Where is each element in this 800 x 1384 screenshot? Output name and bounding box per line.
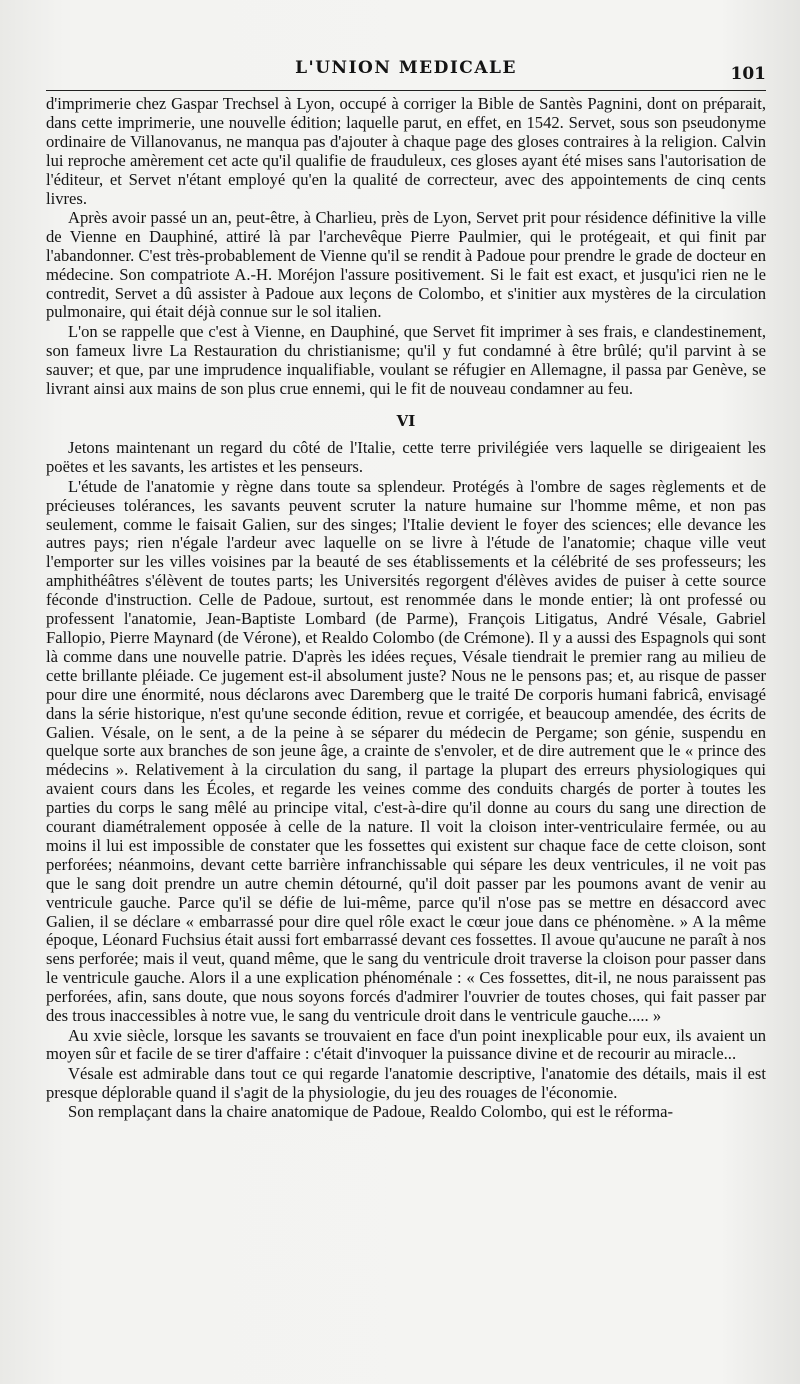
paragraph-5: L'étude de l'anatomie y règne dans toute sa splendeur. Protégés à l'ombre de sages règlements et de précieuses tolérances, les savants peuvent scruter la nature humaine sur l'homme même, et non pas seulement, comme le faisait Galien, sur des singes; l'Italie devient le foyer des sciences; elle devance les autres pays; rien n'égale l'ardeur avec laquelle on se livre à l'étude de l'anatomie; chaque ville veut l'emporter sur les villes voisines par la beauté de ses établissements et la célébrité de ses professeurs; les amphithéâtres s'élèvent de toutes parts; les Universités regorgent d'élèves avides de puiser à cette source féconde d'instruction. Celle de Padoue, surtout, est renommée dans le monde entier; là ont professé ou professent l'anatomie, Jean-Baptiste Lombard (de Parme), François Litigatus, André Vésale, Gabriel Fallopio, Pierre Maynard (de Vérone), et Realdo Colombo (de Crémone). Il y a aussi des Espagnols qui sont là comme dans une nouvelle patrie. D'après les idées reçues, Vésale tiendrait le premier rang au milieu de cette brillante pléiade. Ce jugement est-il absolument juste? Nous ne le pensons pas; et, au risque de passer pour dire une énormité, nous déclarons avec Daremberg que le traité De corporis humani fabricâ, envisagé dans la série historique, n'est qu'une seconde édition, revue et corrigée, et beaucoup amendée, des écrits de Galien. Vésale, on le sent, a de la peine à se séparer du médecin de Pergame; son génie, suspendu en quelque sorte aux branches de son jeune âge, a crainte de s'envoler, et de dire autrement que le « prince des médecins ». Relativement à la circulation du sang, il partage la plupart des erreurs physiologiques qui avaient cours dans les Écoles, et regarde les veines comme des conduits chargés de porter à toutes les parties du corps le sang mêlé au principe vital, c'est-à-dire qu'il donne au cours du sang une direction de courant diamétralement opposée à celle de la nature. Il voit la cloison inter-ventriculaire fermée, ou au moins il lui est impossible de constater que les fossettes qui existent sur chaque face de cette cloison, sont perforées; néanmoins, devant cette barrière infranchissable qui sépare les deux ventricules, il ne voit pas que le sang doit prendre un autre chemin détourné, qu'il doit passer par les poumons avant de venir au ventricule gauche. Parce qu'il se défie de lui-même, parce qu'il n'ose pas se mettre en désaccord avec Galien, il se déclare « embarrassé pour dire quel rôle exact le cœur joue dans ce phénomène. » A la même époque, Léonard Fuchsius était aussi fort embarrassé devant ces fossettes. Il avoue qu'aucune ne paraît à nos sens perforée; mais il veut, quand même, que le sang du ventricule droit traverse la cloison pour passer dans le ventricule gauche. Alors il a une explication phénoménale : « Ces fossettes, dit-il, ne nous paraissent pas perforées, afin, sans doute, que nous soyons forcés d'admirer l'ouvrier de toutes choses, qui fait passer par des trous inaccessibles à notre vue, le sang du ventricule droit dans le ventricule gauche..... » — [46, 476, 766, 1026]
paragraph-4: Jetons maintenant un regard du côté de l'Italie, cette terre privilégiée vers laquelle se dirigeaient les poëtes et les savants, les artistes et les penseurs. — [46, 438, 766, 477]
paragraph-7: Vésale est admirable dans tout ce qui regarde l'anatomie descriptive, l'anatomie des détails, mais il est presque déplorable quand il s'agit de la physiologie, du jeu des rouages de l'économie. — [46, 1063, 766, 1102]
paragraph-1: d'imprimerie chez Gaspar Trechsel à Lyon, occupé à corriger la Bible de Santès Pagnini, dont on préparait, dans cette imprimerie, une nouvelle édition; laquelle parut, en effet, en 1542. Servet, sous son pseudonyme ordinaire de Villanovanus, ne manqua pas d'ajouter à chaque page des gloses contraires à la religion. Calvin lui reproche amèrement cet acte qu'il qualifie de frauduleux, ces gloses ayant été mises sans l'autorisation de l'éditeur, et Servet n'étant employé qu'en la qualité de correcteur, avec des appointements de cinq cents livres. — [46, 94, 766, 208]
section-heading: VI — [396, 411, 416, 430]
header-rule — [46, 90, 766, 91]
page-header — [46, 58, 766, 90]
paragraph-8: Son remplaçant dans la chaire anatomique de Padoue, Realdo Colombo, qui est le réforma- — [68, 1102, 674, 1122]
paragraph-3: L'on se rappelle que c'est à Vienne, en Dauphiné, que Servet fit imprimer à ses frais, e clandestinement, son fameux livre La Restauration du christianisme; qu'il y fut condamné à être brûlé; qu'il parvint à se sauver; et que, par une imprudence inqualifiable, voulant se réfugier en Allemagne, il passa par Genève, se livrant ainsi aux mains de son plus crue ennemi, qui le fit de nouveau condamner au feu. — [46, 321, 766, 398]
paragraph-2: Après avoir passé un an, peut-être, à Charlieu, près de Lyon, Servet prit pour résidence définitive la ville de Vienne en Dauphiné, attiré là par l'archevêque Pierre Paulmier, qui le protégeait, et qui finit par l'abandonner. C'est très-probablement de Vienne qu'il se rendit à Padoue pour prendre le grade de docteur en médecine. Son compatriote A.-H. Moréjon l'assure positivement. Si le fait est exact, et jusqu'ici rien ne le contredit, Servet a dû assister à Padoue aux leçons de Colombo, et s'initier aux mystères de la circulation pulmonaire, qui était déjà connue sur le sol italien. — [46, 207, 766, 322]
article-body — [46, 95, 766, 1122]
journal-title: L'UNION MEDICALE — [295, 58, 517, 78]
paragraph-6: Au xvie siècle, lorsque les savants se trouvaient en face d'un point inexplicable pour eux, ils avaient un moyen sûr et facile de se tirer d'affaire : c'était d'invoquer la puissance divine et de recourir au miracle... — [46, 1025, 766, 1064]
page-number: 101 — [730, 64, 766, 84]
